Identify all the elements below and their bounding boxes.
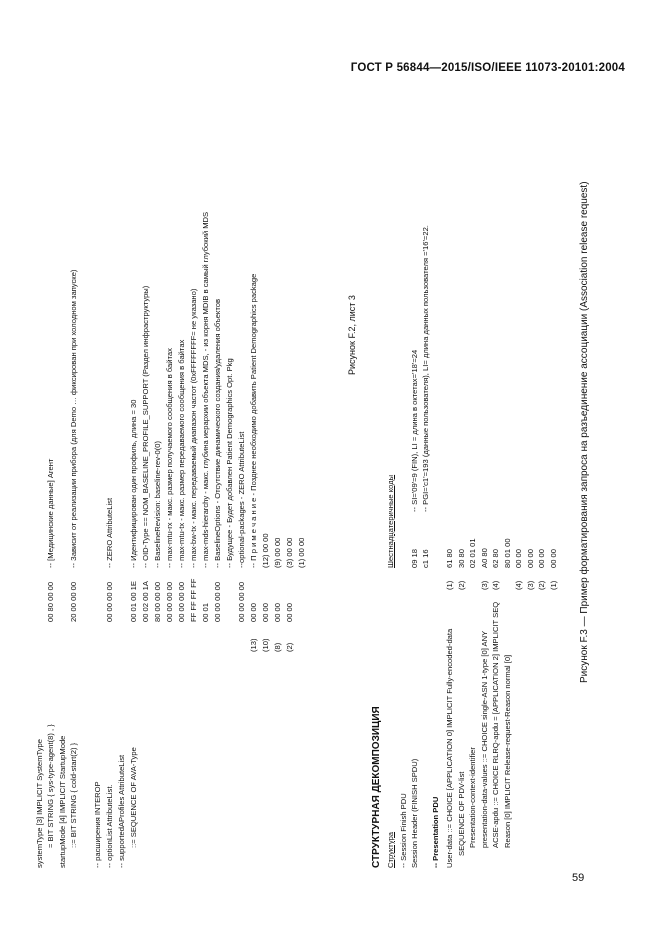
decomposition-title: СТРУКТУРНАЯ ДЕКОМПОЗИЦИЯ bbox=[371, 706, 382, 868]
upper-row-hex: 00 00 bbox=[261, 602, 270, 622]
rotated-content bbox=[36, 58, 596, 868]
upper-row-comment: -- BaselineRevision: baseline-rev-0(0) bbox=[153, 440, 162, 568]
upper-row-comment: (3) 00 00 bbox=[285, 537, 294, 568]
upper-row-index: (2) bbox=[285, 642, 294, 652]
upper-row-hex: 00 00 00 00 bbox=[105, 581, 114, 622]
presentation-row-hex: 61 80 bbox=[445, 548, 454, 568]
upper-row-hex: 00 01 bbox=[201, 602, 210, 622]
presentation-row-hex: 02 01 01 bbox=[468, 538, 477, 568]
upper-row-hex: 00 80 00 00 bbox=[46, 581, 55, 622]
upper-row-comment: -- Будущее - Будет добавлен Patient Demographics Opt. Pkg bbox=[225, 358, 234, 568]
upper-row-name: -- расширения INTEROP bbox=[93, 781, 102, 868]
upper-row-name: -- optionList AttributeList. bbox=[105, 784, 114, 868]
presentation-row-hex: 62 80 bbox=[491, 548, 500, 568]
upper-row-name: ::= BIT STRING { cold-start(2) } bbox=[69, 742, 78, 848]
presentation-row-index: (3) bbox=[525, 580, 535, 590]
session-row-comment: -- PGI='c1'=193 (данные пользователя), LI= длина данных пользователя ='16'=22. bbox=[421, 225, 430, 512]
upper-row-comment: --optional-packages - ZERO AttributeList bbox=[237, 431, 246, 568]
upper-row-comment: -- OID-Type == NOM_BASELINE_PROFILE_SUPPORT (Раздел инфраструктуры) bbox=[141, 285, 150, 568]
document-header: ГОСТ Р 56844—2015/ISO/IEEE 11073-20101:2004 bbox=[350, 62, 625, 74]
upper-row-name: ::= SEQUENCE OF AVA-Type bbox=[129, 747, 138, 848]
upper-row-hex: 00 00 bbox=[285, 602, 294, 622]
upper-row-comment: (1) 00 00 bbox=[297, 537, 306, 568]
figure-f2-caption: Рисунок F.2, лист 3 bbox=[347, 295, 357, 375]
presentation-row-name: Reason [0] IMPLICIT Release-request-Reason normal [0] bbox=[502, 654, 512, 848]
upper-row-hex: FF FF FF FF bbox=[189, 578, 198, 622]
hex-codes-label: Шестнадцатеричные коды bbox=[386, 474, 395, 568]
upper-row-hex: 00 00 00 00 bbox=[165, 581, 174, 622]
presentation-row-name: User-data ::= CHOICE [APPLICATION 0] IMPLICIT Fully-encoded-data bbox=[445, 628, 454, 868]
session-row-name: Session Header (FINISH SPDU) bbox=[410, 758, 419, 868]
presentation-row-name: SEQUENCE OF PDV-list bbox=[456, 771, 466, 856]
presentation-row-hex: 00 00 bbox=[537, 548, 546, 568]
upper-row-hex: 00 00 bbox=[273, 602, 282, 622]
upper-row-comment: -- Идентифицирован один профиль, длина = 30 bbox=[129, 399, 138, 568]
upper-row-comment: (9) 00 00 bbox=[273, 537, 282, 568]
presentation-row-index: (1) bbox=[548, 580, 558, 590]
upper-row-comment: -- Зависит от реализации прибора (для Demo … фиксирован при холодном запуске) bbox=[69, 269, 78, 568]
presentation-row-index: (4) bbox=[491, 580, 500, 590]
presentation-row-hex: A0 80 bbox=[479, 548, 489, 568]
upper-row-comment: -- max-mtu-tx - макс. размер передаваемого сообщения в байтах bbox=[177, 339, 186, 568]
upper-row-comment: -- [Медицинские данные] Агент bbox=[46, 458, 55, 568]
structure-label: Структура bbox=[386, 831, 395, 868]
upper-row-hex: 00 02 00 1A bbox=[141, 581, 150, 622]
presentation-row-hex: 00 00 bbox=[525, 548, 535, 568]
upper-row-comment: (12) 00 00 bbox=[261, 533, 270, 568]
upper-row-name: startupMode [4] IMPLICIT StartupMode bbox=[58, 735, 67, 868]
upper-row-comment: -- BaselineOptions - Отсутствие динамического создания/удаления объектов bbox=[213, 299, 222, 568]
upper-row-comment: -- max-mtu-rx - макс. размер получаемого сообщения в байтах bbox=[165, 348, 174, 568]
session-row-name: -- Session Finish PDU bbox=[399, 793, 408, 868]
upper-row-comment: -- max-bw-tx - макс. передаваемый диапазон частот (0xFFFFFFFF= не указано) bbox=[189, 288, 198, 568]
upper-row-hex: 00 00 bbox=[249, 602, 258, 622]
upper-row-index: (10) bbox=[261, 638, 270, 652]
session-row-hex: 09 18 bbox=[410, 548, 419, 568]
presentation-row-index: (1) bbox=[445, 580, 454, 590]
upper-row-hex: 00 00 00 00 bbox=[237, 581, 246, 622]
upper-row-comment: -- max-mds-hierarchy - макс. глубина иерархии объекта MDS, - из корня MDIB в самый глубокий MDS bbox=[201, 211, 210, 568]
upper-row-name: = BIT STRING { sys-type-agent(8) , } bbox=[46, 724, 55, 848]
upper-row-comment: -- ZERO AttributeList bbox=[105, 497, 114, 568]
upper-row-hex: 00 01 00 1E bbox=[129, 581, 138, 622]
upper-row-hex: 20 00 00 00 bbox=[69, 581, 78, 622]
page-number: 59 bbox=[572, 872, 585, 884]
session-row-hex: c1 16 bbox=[421, 549, 430, 568]
upper-row-name: -- supportedAProfiles AttributeList bbox=[117, 754, 126, 868]
presentation-row-name: presentation-data-values ::= CHOICE single-ASN 1-type [0] ANY bbox=[479, 630, 489, 848]
upper-row-index: (8) bbox=[273, 642, 282, 652]
presentation-row-hex: 00 00 bbox=[548, 548, 558, 568]
presentation-label: -- Presentation PDU bbox=[431, 796, 440, 868]
presentation-row-name: Presentation-context-identifier bbox=[468, 747, 477, 848]
upper-row-hex: 00 00 00 00 bbox=[177, 581, 186, 622]
presentation-row-hex: 80 01 00 bbox=[502, 538, 512, 568]
presentation-row-index: (2) bbox=[537, 580, 546, 590]
presentation-row-hex: 00 00 bbox=[514, 548, 523, 568]
upper-row-hex: 00 00 00 00 bbox=[213, 581, 222, 622]
upper-row-hex: 80 00 00 00 bbox=[153, 581, 162, 622]
upper-row-name: systemType [3] IMPLICIT SystemType bbox=[35, 739, 44, 868]
presentation-row-index: (4) bbox=[514, 580, 523, 590]
session-row-comment: -- SI='09'=9 (FIN), LI = длина в октетах='18'=24 bbox=[410, 349, 419, 512]
presentation-row-index: (3) bbox=[479, 580, 489, 590]
upper-row-comment: -- П р и м е ч а н и е - Позднее необходимо добавить Patient Demographics package bbox=[249, 273, 258, 568]
presentation-row-hex: 30 80 bbox=[456, 548, 466, 568]
presentation-row-index: (2) bbox=[456, 580, 466, 590]
presentation-row-name: ACSE-apdu ::= CHOICE RLRQ-apdu = [APPLICATION 2] IMPLICIT SEQ bbox=[491, 601, 500, 848]
upper-row-index: (13) bbox=[249, 638, 258, 652]
figure-f3-caption: Рисунок F.3 — Пример форматирования запроса на разъединение ассоциации (Association release request) bbox=[579, 181, 590, 683]
